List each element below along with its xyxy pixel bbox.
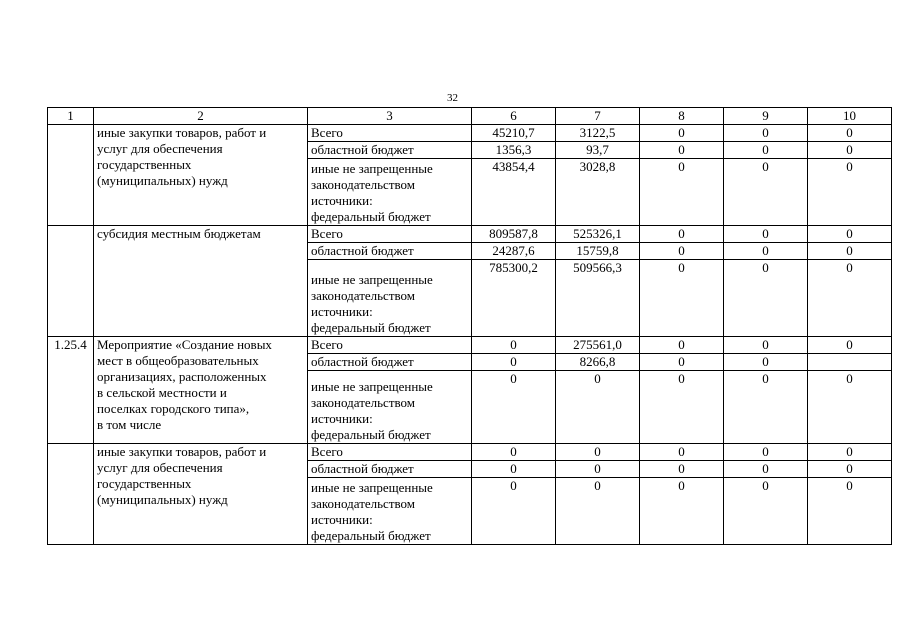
- value-cell: 0: [640, 243, 724, 260]
- value-cell: 0: [724, 478, 808, 545]
- item-name-line: мест в общеобразовательных: [97, 353, 259, 368]
- column-header: 10: [808, 108, 892, 125]
- column-header: 9: [724, 108, 808, 125]
- value-cell: 0: [556, 478, 640, 545]
- source-label-line: законодательством: [311, 288, 416, 303]
- table-row: [48, 125, 892, 142]
- value-cell: 45210,7: [472, 125, 556, 142]
- value-cell: 3122,5: [556, 125, 640, 142]
- source-label-line: источники:: [311, 411, 373, 426]
- column-header: 3: [308, 108, 472, 125]
- item-code: [48, 125, 94, 226]
- item-name-line: (муниципальных) нужд: [97, 173, 228, 188]
- budget-table: [47, 107, 892, 545]
- source-label-line: федеральный бюджет: [311, 209, 431, 224]
- column-header: 8: [640, 108, 724, 125]
- value-cell: 0: [808, 125, 892, 142]
- source-label-line: источники:: [311, 304, 373, 319]
- value-cell: 0: [472, 354, 556, 371]
- item-name-line: услуг для обеспечения: [97, 141, 223, 156]
- value-cell: 0: [640, 260, 724, 337]
- value-cell: 93,7: [556, 142, 640, 159]
- source-label-line: источники:: [311, 512, 373, 527]
- item-name-line: организациях, расположенных: [97, 369, 267, 384]
- header-row: [48, 108, 892, 125]
- value-cell: 785300,2: [472, 260, 556, 337]
- source-label-line: иные не запрещенные: [311, 161, 433, 176]
- source-label-line: законодательством: [311, 177, 416, 192]
- table-row: [48, 337, 892, 354]
- item-code: [48, 226, 94, 337]
- value-cell: [808, 354, 892, 371]
- value-cell: 0: [808, 159, 892, 226]
- source-label-line: федеральный бюджет: [311, 528, 431, 543]
- value-cell: 8266,8: [556, 354, 640, 371]
- item-name-line: в том числе: [97, 417, 162, 432]
- value-cell: 0: [472, 478, 556, 545]
- value-cell: 0: [808, 260, 892, 337]
- value-cell: 0: [472, 371, 556, 444]
- item-name: [94, 444, 308, 545]
- value-cell: 0: [640, 159, 724, 226]
- source-label: областной бюджет: [308, 142, 472, 159]
- source-label-line: федеральный бюджет: [311, 427, 431, 442]
- value-cell: 0: [640, 461, 724, 478]
- value-cell: 0: [640, 226, 724, 243]
- column-header: 7: [556, 108, 640, 125]
- source-label: областной бюджет: [308, 461, 472, 478]
- item-name-line: поселках городского типа»,: [97, 401, 250, 416]
- value-cell: 0: [724, 337, 808, 354]
- value-cell: 0: [556, 371, 640, 444]
- value-cell: 0: [724, 260, 808, 337]
- source-label-line: иные не запрещенные: [311, 272, 433, 287]
- value-cell: 0: [724, 444, 808, 461]
- source-label-multiline: [308, 260, 472, 337]
- item-name-line: иные закупки товаров, работ и: [97, 444, 267, 459]
- source-label: Всего: [308, 337, 472, 354]
- page-number: 32: [447, 92, 458, 104]
- value-cell: 0: [724, 125, 808, 142]
- item-name: [94, 337, 308, 444]
- value-cell: 0: [472, 444, 556, 461]
- value-cell: 0: [808, 337, 892, 354]
- item-name: [94, 125, 308, 226]
- value-cell: 0: [724, 461, 808, 478]
- column-header: 1: [48, 108, 94, 125]
- column-header: 6: [472, 108, 556, 125]
- value-cell: 0: [724, 159, 808, 226]
- source-label-line: иные не запрещенные: [311, 480, 433, 495]
- source-label-line: законодательством: [311, 395, 416, 410]
- item-name-line: (муниципальных) нужд: [97, 492, 228, 507]
- value-cell: 1356,3: [472, 142, 556, 159]
- source-label-line: иные не запрещенные: [311, 379, 433, 394]
- item-name: [94, 226, 308, 337]
- source-label: Всего: [308, 226, 472, 243]
- value-cell: 0: [640, 371, 724, 444]
- value-cell: 0: [808, 371, 892, 444]
- item-name-line: государственных: [97, 476, 192, 491]
- value-cell: 3028,8: [556, 159, 640, 226]
- item-code: 1.25.4: [48, 337, 94, 444]
- value-cell: 809587,8: [472, 226, 556, 243]
- value-cell: 24287,6: [472, 243, 556, 260]
- value-cell: 43854,4: [472, 159, 556, 226]
- value-cell: 15759,8: [556, 243, 640, 260]
- value-cell: 525326,1: [556, 226, 640, 243]
- source-label: Всего: [308, 444, 472, 461]
- source-label-multiline: [308, 371, 472, 444]
- value-cell: 0: [640, 478, 724, 545]
- value-cell: 0: [640, 337, 724, 354]
- source-label: областной бюджет: [308, 354, 472, 371]
- source-label-line: источники:: [311, 193, 373, 208]
- source-label-multiline: [308, 478, 472, 545]
- source-label: областной бюджет: [308, 243, 472, 260]
- value-cell: 275561,0: [556, 337, 640, 354]
- value-cell: 0: [556, 444, 640, 461]
- value-cell: 0: [472, 337, 556, 354]
- table-row: [48, 226, 892, 243]
- value-cell: 0: [808, 444, 892, 461]
- value-cell: 0: [556, 461, 640, 478]
- item-name-line: государственных: [97, 157, 192, 172]
- value-cell: 509566,3: [556, 260, 640, 337]
- item-name-line: субсидия местным бюджетам: [97, 226, 261, 241]
- value-cell: 0: [724, 142, 808, 159]
- value-cell: 0: [724, 243, 808, 260]
- value-cell: 0: [640, 142, 724, 159]
- source-label: Всего: [308, 125, 472, 142]
- source-label-line: федеральный бюджет: [311, 320, 431, 335]
- table-row: [48, 444, 892, 461]
- value-cell: 0: [808, 142, 892, 159]
- value-cell: 0: [724, 226, 808, 243]
- value-cell: 0: [808, 478, 892, 545]
- value-cell: 0: [640, 125, 724, 142]
- value-cell: 0: [640, 354, 724, 371]
- item-name-line: услуг для обеспечения: [97, 460, 223, 475]
- item-name-line: Мероприятие «Создание новых: [97, 337, 272, 352]
- value-cell: 0: [808, 243, 892, 260]
- source-label-multiline: [308, 159, 472, 226]
- value-cell: 0: [808, 461, 892, 478]
- value-cell: 0: [724, 371, 808, 444]
- item-code: [48, 444, 94, 545]
- item-name-line: иные закупки товаров, работ и: [97, 125, 267, 140]
- column-header: 2: [94, 108, 308, 125]
- value-cell: 0: [472, 461, 556, 478]
- item-name-line: в сельской местности и: [97, 385, 227, 400]
- value-cell: 0: [640, 444, 724, 461]
- value-cell: 0: [724, 354, 808, 371]
- source-label-line: законодательством: [311, 496, 416, 511]
- value-cell: 0: [808, 226, 892, 243]
